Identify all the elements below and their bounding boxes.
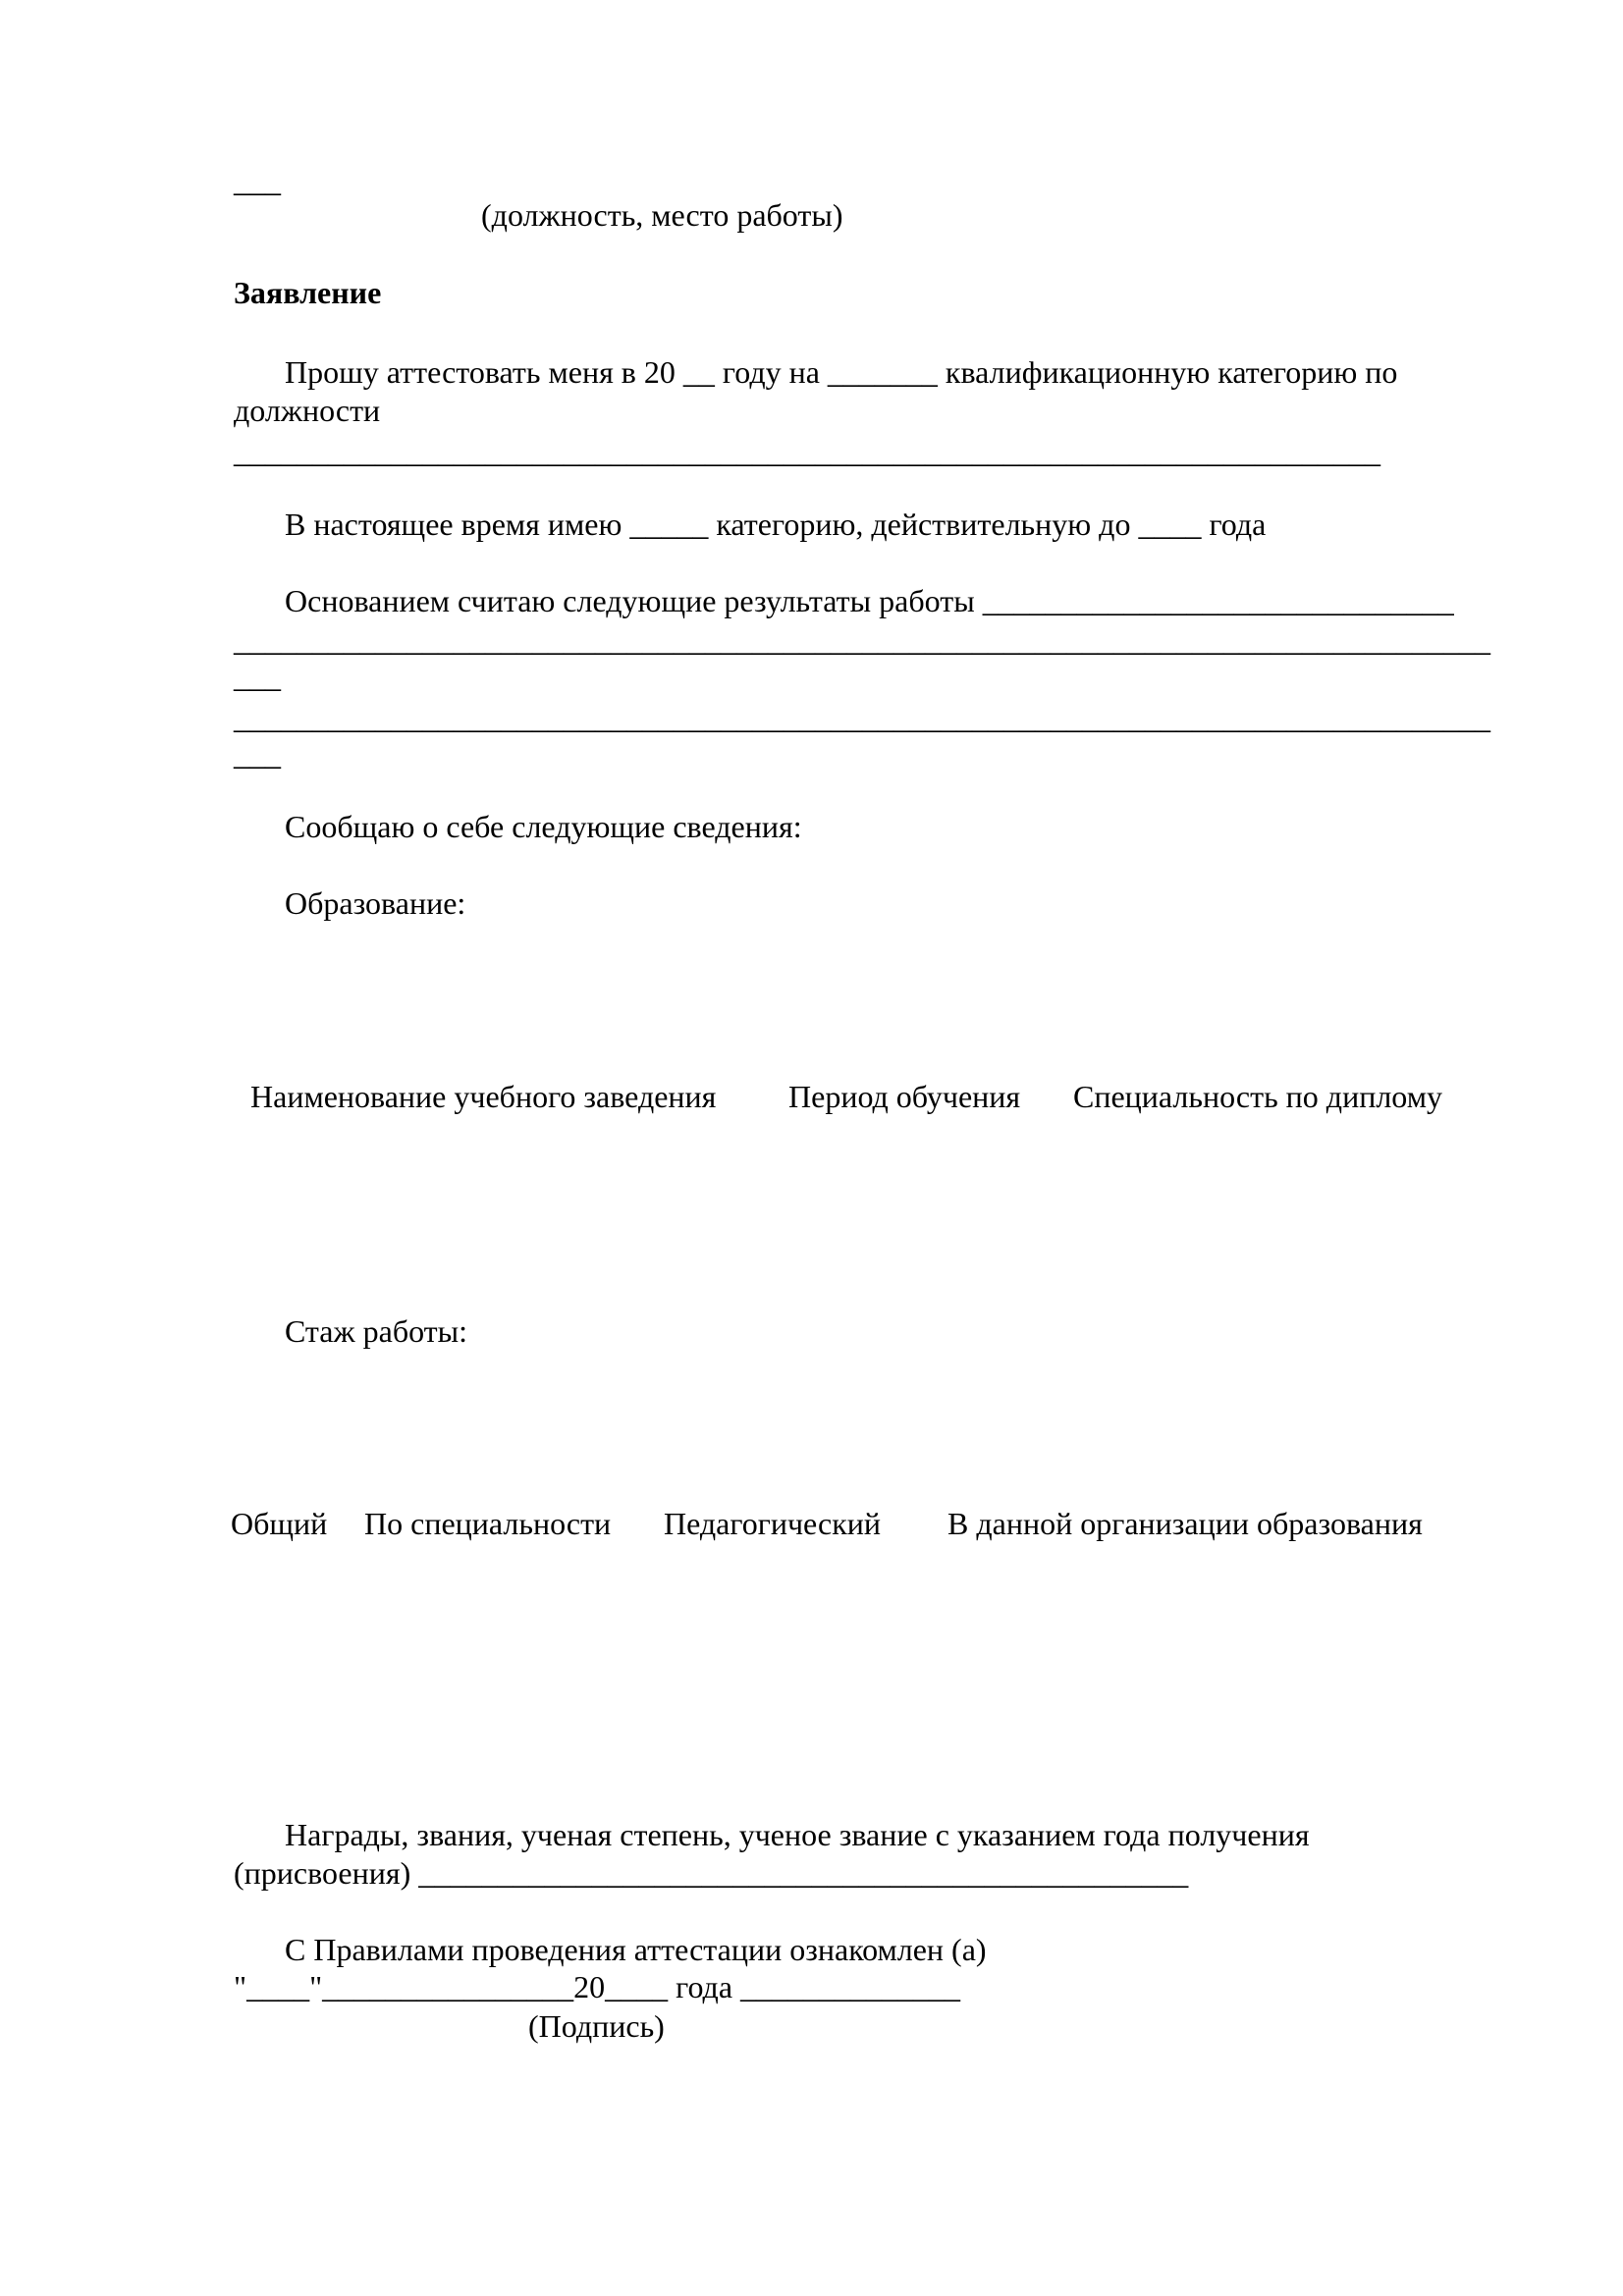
education-header-specialty: Специальность по диплому [1073,1079,1442,1114]
header-dash: ___ [234,163,281,198]
grounds-line-2: ________________________________________________________________________________ [234,622,1490,658]
request-line-2: должности [234,393,381,428]
experience-header-organization: В данной организации образования [947,1506,1423,1541]
education-label: Образование: [285,885,466,921]
request-position-blank: _________________________________________________________________________ [234,434,1380,469]
awards-line-1: Награды, звания, ученая степень, ученое звание с указанием года получения [285,1817,1310,1852]
acknowledgement-line: С Правилами проведения аттестации ознакомлен (а) [285,1932,987,1967]
experience-label: Стаж работы: [285,1313,468,1349]
grounds-line-1: Основанием считаю следующие результаты работы ______________________________ [285,583,1454,618]
experience-header-pedagogical: Педагогический [664,1506,882,1541]
experience-header-specialty: По специальности [364,1506,612,1541]
request-line-1: Прошу аттестовать меня в 20 __ году на _______ квалификационную категорию по [285,354,1398,390]
signature-caption: (Подпись) [528,2008,665,2044]
date-signature-line: "____"________________20____ года ______________ [234,1969,961,2004]
document-title: Заявление [234,275,382,310]
position-caption: (должность, место работы) [481,197,843,233]
grounds-line-5: ___ [234,736,281,772]
education-header-institution: Наименование учебного заведения [250,1079,717,1114]
grounds-line-4: ________________________________________________________________________________ [234,700,1490,735]
education-header-period: Период обучения [788,1079,1021,1114]
about-intro: Сообщаю о себе следующие сведения: [285,809,802,844]
awards-line-2: (присвоения) _________________________________________________ [234,1855,1189,1891]
grounds-line-3: ___ [234,659,281,694]
experience-header-total: Общий [231,1506,328,1541]
current-category-line: В настоящее время имею _____ категорию, действительную до ____ года [285,507,1267,542]
